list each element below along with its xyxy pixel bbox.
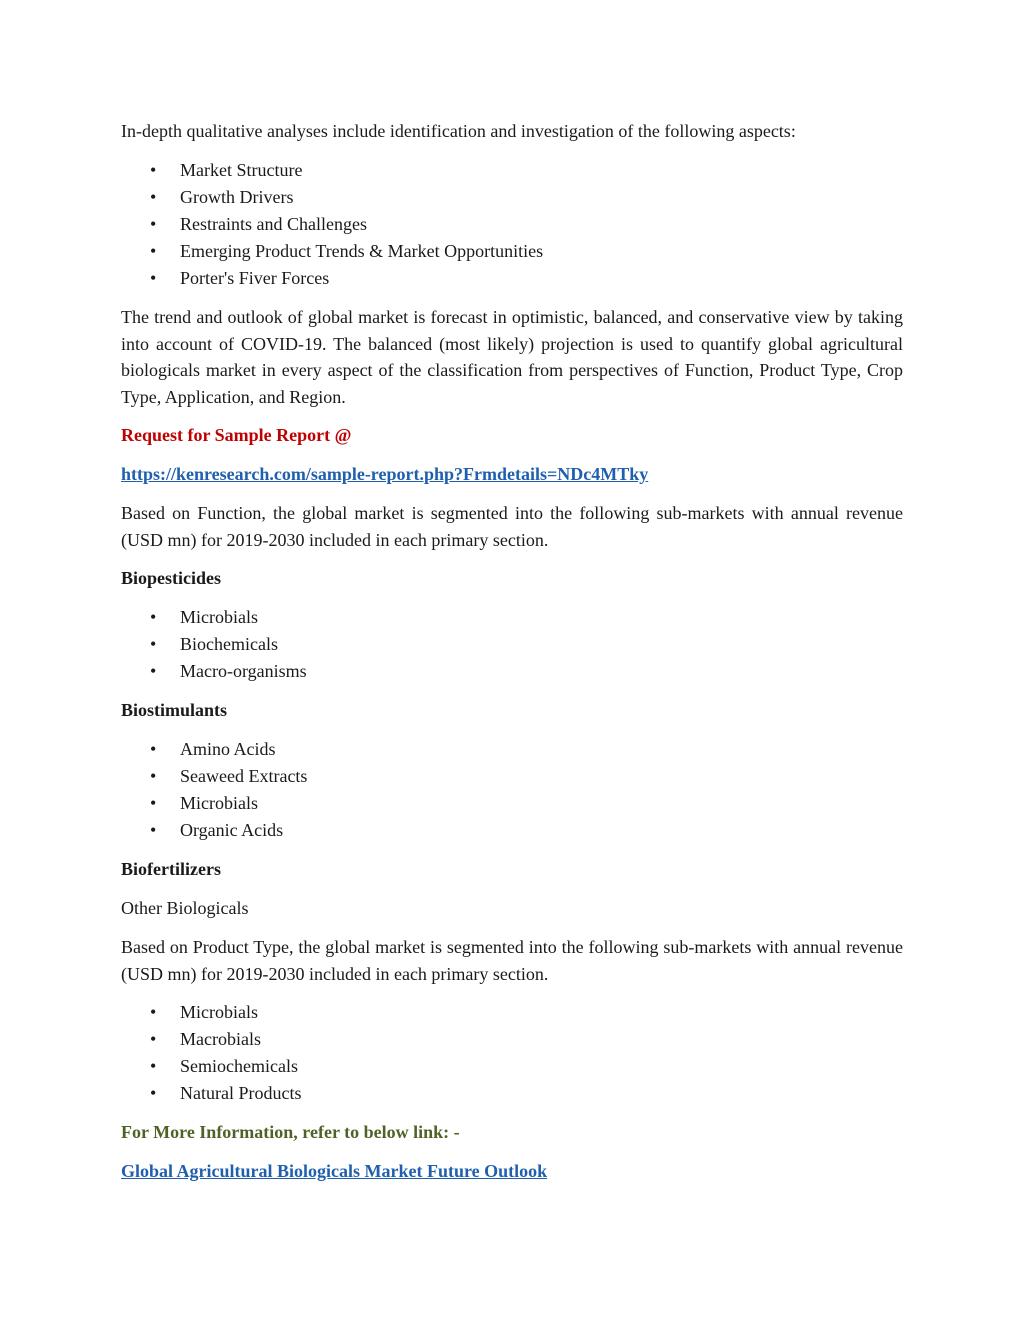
bullet-icon: • [150, 766, 157, 786]
list-item: • Semiochemicals [121, 1053, 903, 1080]
document-page [121, 118, 903, 1197]
list-item: • Microbials [121, 999, 903, 1026]
market-outlook-link[interactable]: Global Agricultural Biologicals Market Future Outlook [121, 1161, 548, 1181]
list-item: • Biochemicals [121, 631, 903, 658]
bullet-icon: • [150, 1083, 157, 1103]
list-item: • Market Structure [121, 157, 903, 184]
list-item: • Porter's Fiver Forces [121, 265, 903, 292]
function-paragraph: Based on Function, the global market is segmented into the following sub-markets with annual revenue (USD mn) for 2019-2030 included in each primary section. [121, 503, 903, 550]
bullet-icon: • [150, 268, 157, 288]
product-types-list [121, 999, 903, 1107]
bullet-icon: • [150, 1056, 157, 1076]
aspects-list [121, 157, 903, 292]
list-item: • Amino Acids [121, 736, 903, 763]
intro-paragraph: In-depth qualitative analyses include identification and investigation of the following aspects: [121, 121, 796, 141]
bullet-icon: • [150, 241, 157, 261]
list-item: • Restraints and Challenges [121, 211, 903, 238]
bullet-icon: • [150, 739, 157, 759]
sample-report-link-line [121, 461, 903, 488]
list-item: • Organic Acids [121, 817, 903, 844]
more-info-link-line [121, 1158, 903, 1185]
list-item: • Seaweed Extracts [121, 763, 903, 790]
other-biologicals-text: Other Biologicals [121, 898, 249, 918]
biopesticides-heading: Biopesticides [121, 568, 222, 588]
list-item: • Macro-organisms [121, 658, 903, 685]
bullet-icon: • [150, 793, 157, 813]
biopesticides-list [121, 604, 903, 685]
bullet-icon: • [150, 214, 157, 234]
bullet-icon: • [150, 1002, 157, 1022]
biofertilizers-heading: Biofertilizers [121, 859, 221, 879]
bullet-icon: • [150, 634, 157, 654]
bullet-icon: • [150, 187, 157, 207]
list-item: • Natural Products [121, 1080, 903, 1107]
product-type-paragraph: Based on Product Type, the global market is segmented into the following sub-markets with annual revenue (USD mn) for 2019-2030 included in each primary section. [121, 937, 903, 984]
sample-report-link[interactable]: https://kenresearch.com/sample-report.php?Frmdetails=NDc4MTky [121, 464, 649, 484]
list-item: • Growth Drivers [121, 184, 903, 211]
bullet-icon: • [150, 607, 157, 627]
bullet-icon: • [150, 160, 157, 180]
bullet-icon: • [150, 661, 157, 681]
more-info-heading: For More Information, refer to below link: - [121, 1122, 460, 1142]
list-item: • Microbials [121, 790, 903, 817]
list-item: • Macrobials [121, 1026, 903, 1053]
sample-report-heading: Request for Sample Report @ [121, 425, 352, 445]
trend-paragraph: The trend and outlook of global market is forecast in optimistic, balanced, and conservative view by taking into account of COVID-19. The balanced (most likely) projection is used to quantify global agricultural biologicals market in every aspect of the classification from perspectives of Function, Product Type, Crop Type, Application, and Region. [121, 307, 903, 407]
bullet-icon: • [150, 820, 157, 840]
biostimulants-heading: Biostimulants [121, 700, 228, 720]
biostimulants-list [121, 736, 903, 844]
list-item: • Microbials [121, 604, 903, 631]
list-item: • Emerging Product Trends & Market Opportunities [121, 238, 903, 265]
bullet-icon: • [150, 1029, 157, 1049]
